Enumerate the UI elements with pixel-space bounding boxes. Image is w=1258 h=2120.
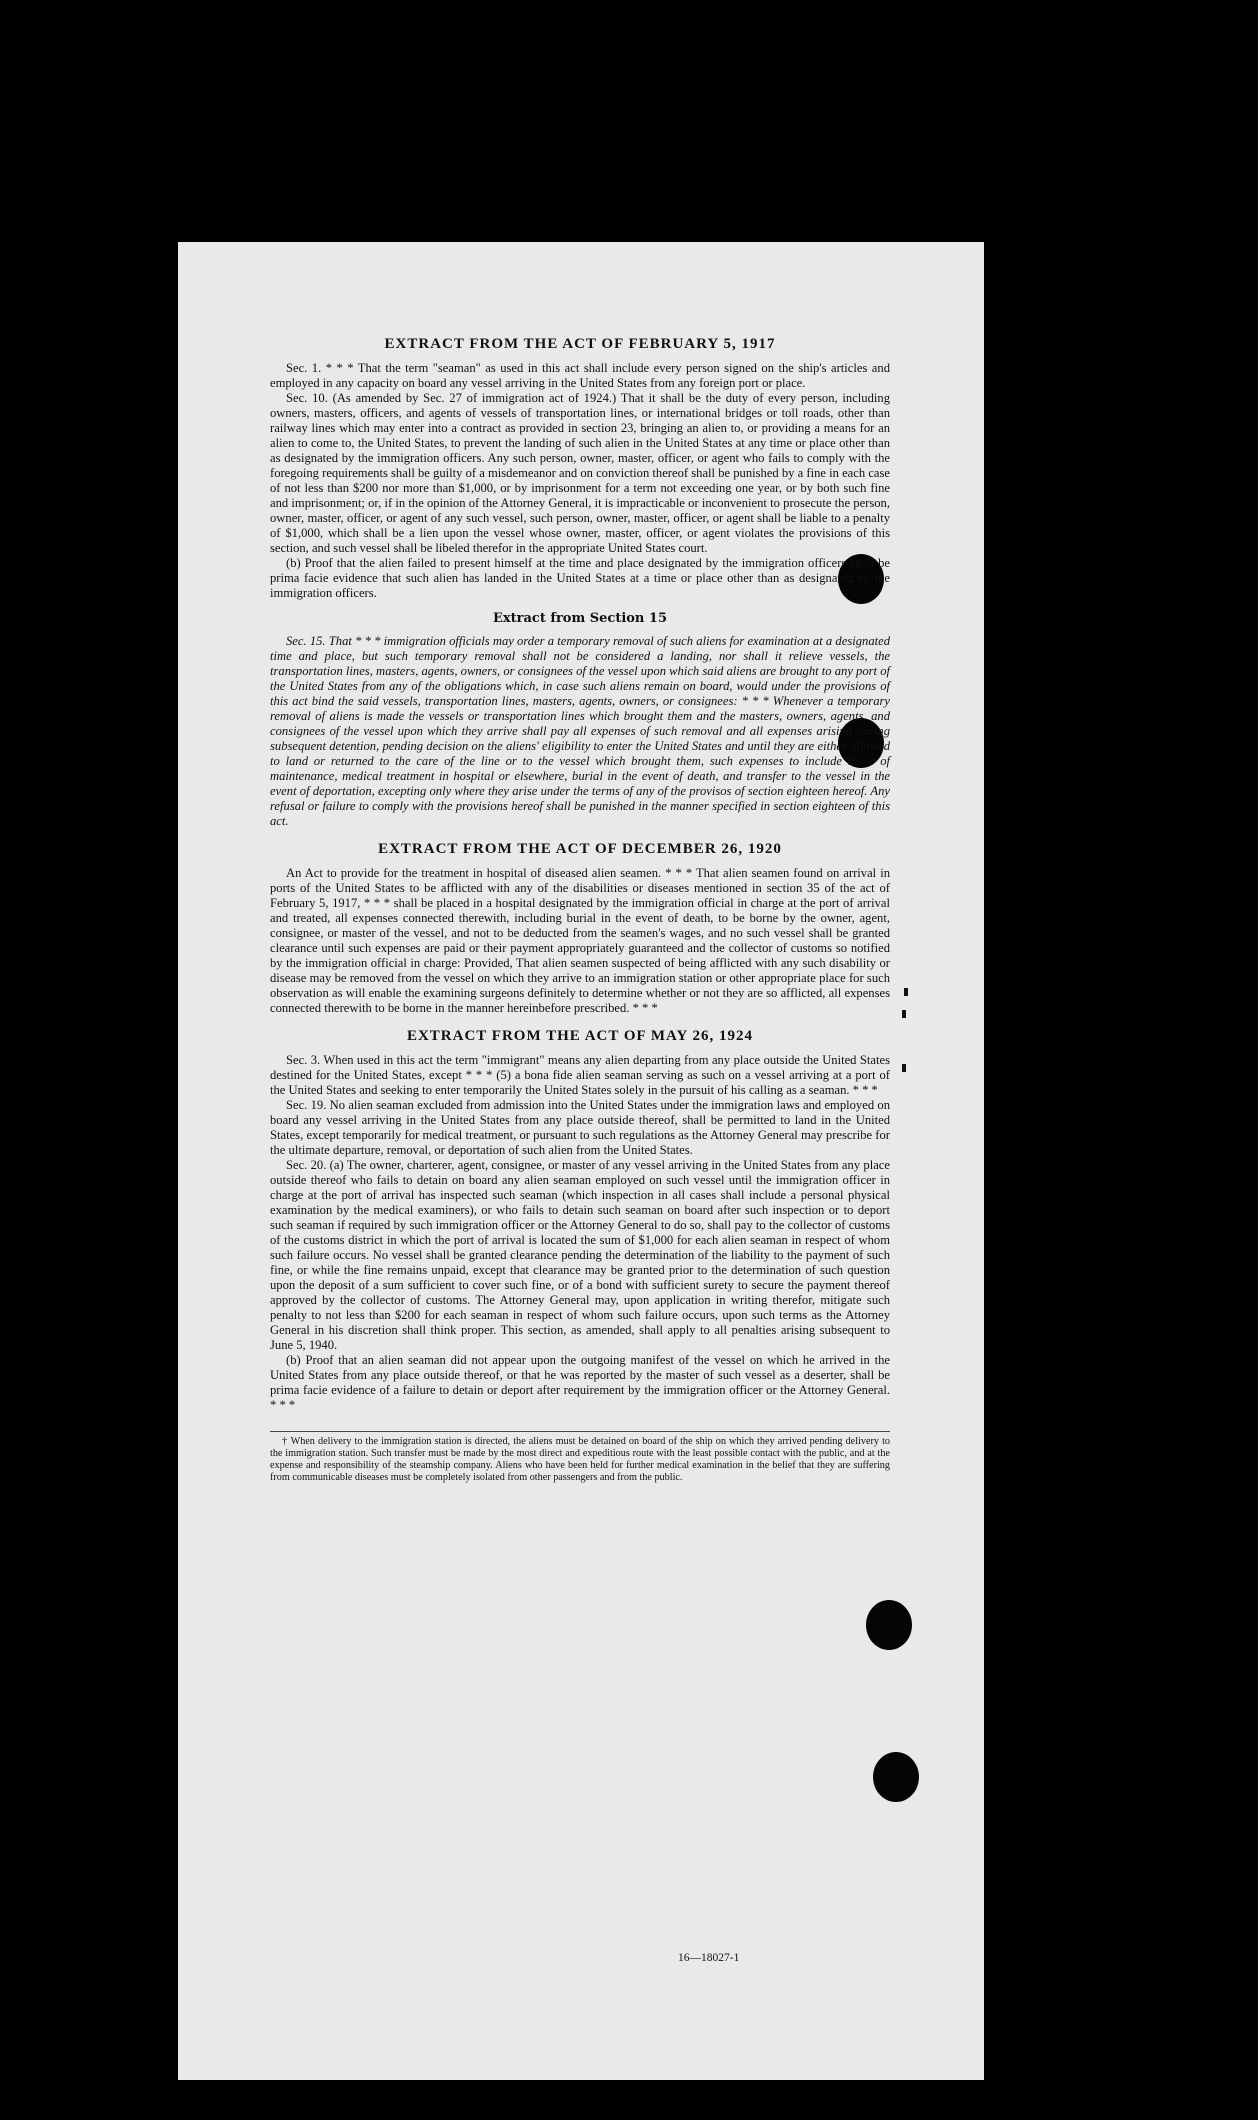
document-body: [270, 336, 890, 1484]
document-page: [178, 242, 984, 2080]
margin-mark: [904, 988, 908, 996]
sec10-paragraph: Sec. 10. (As amended by Sec. 27 of immigration act of 1924.) That it shall be the duty of every person, including owners, masters, officers, and agents of vessels of transportation lines, or international bridges or toll roads, other than railway lines which may enter into a contract as provided in section 23, bringing an alien to, or providing a means for an alien to come to, the United States, to prevent the landing of such alien in the United States at any time or place other than as designated by the immigration officers. Any such person, owner, master, officer, or agent who fails to comply with the foregoing requirements shall be guilty of a misdemeanor and on conviction thereof shall be punished by a fine in each case of not less than $200 nor more than $1,000, or by imprisonment for a term not exceeding one year, or by both such fine and imprisonment; or, if in the opinion of the Attorney General, it is impracticable or inconvenient to prosecute the person, owner, master, officer, or agent of any such vessel, such person, owner, master, officer, or agent shall be liable to a penalty of $1,000, which shall be a lien upon the vessel whose owner, master, officer, or agent violates the provisions of this section, and such vessel shall be libeled therefor in the appropriate United States court.: [270, 391, 890, 555]
form-number: 16—18027-1: [678, 1952, 740, 1964]
act-1920-paragraph: An Act to provide for the treatment in hospital of diseased alien seamen. * * * That alien seamen found on arrival in ports of the United States to be afflicted with any of the disabilities or diseases mentioned in section 35 of the act of February 5, 1917, * * * shall be placed in a hospital designated by the immigration official in charge at the port of arrival and treated, all expenses connected therewith, including burial in the event of death, to be borne by the owner, agent, consignee, or master of the vessel, and not to be deducted from the seamen's wages, and no such vessel shall be granted clearance until such expenses are paid or their payment appropriately guaranteed and the collector of customs so notified by the immigration official in charge: Provided, That alien seamen suspected of being afflicted with any such disability or disease may be removed from the vessel on which they arrive to an immigration station or other appropriate place for such observation as will enable the examining surgeons definitely to determine whether or not they are so afflicted, all expenses connected therewith to be borne in the manner hereinbefore prescribed. * * *: [270, 866, 890, 1015]
sec15-paragraph: Sec. 15. That * * * immigration officials may order a temporary removal of such aliens for examination at a designated time and place, but such temporary removal shall not be considered a landing, nor shall it relieve vessels, the transportation lines, masters, agents, owners, or consignees of the vessel upon which said aliens are brought to any port of the United States from any of the obligations which, in case such aliens remain on board, would under the provisions of this act bind the said vessels, transportation lines, masters, agents, owners, or consignees: * * * Whenever a temporary removal of aliens is made the vessels or transportation lines which brought them and the masters, owners, agents, and consignees of the vessel upon which they arrive shall pay all expenses of such removal and all expenses arising during subsequent detention, pending decision on the aliens' eligibility to enter the United States and until they are either allowed to land or returned to the care of the line or to the vessel which brought them, such expenses to include those of maintenance, medical treatment in hospital or elsewhere, burial in the event of death, and transfer to the vessel in the event of deportation, excepting only where they arise under the terms of any of the provisos of section eighteen hereof. Any refusal or failure to comply with the provisions hereof shall be punished in the manner specified in section eighteen of this act.: [270, 634, 890, 828]
heading-section-15: Extract from Section 15: [492, 611, 668, 626]
sec3-paragraph: Sec. 3. When used in this act the term "immigrant" means any alien departing from any place outside the United States destined for the United States, except * * * (5) a bona fide alien seaman serving as such on a vessel arriving at a port of the United States and seeking to enter temporarily the United States solely in the pursuit of his calling as a seaman. * * *: [270, 1053, 890, 1097]
sec19-paragraph: Sec. 19. No alien seaman excluded from admission into the United States under the immigration laws and employed on board any vessel arriving in the United States from any place outside thereof, shall be permitted to land in the United States, except temporarily for medical treatment, or pursuant to such regulations as the Attorney General may prescribe for the ultimate departure, removal, or deportation of such alien from the United States.: [270, 1098, 890, 1157]
punch-hole: [866, 1600, 912, 1650]
sec1-paragraph: Sec. 1. * * * That the term "seaman" as used in this act shall include every person signed on the ship's articles and employed in any capacity on board any vessel arriving in the United States from any foreign port or place.: [270, 361, 890, 390]
heading-act-1920: EXTRACT FROM THE ACT OF DECEMBER 26, 1920: [378, 841, 782, 857]
sec20a-paragraph: Sec. 20. (a) The owner, charterer, agent, consignee, or master of any vessel arriving in the United States from any place outside thereof who fails to detain on board any alien seaman employed on such vessel until the immigration officer in charge at the port of arrival has inspected such seaman (which inspection in all cases shall include a personal physical examination by the medical examiners), or who fails to detain such seaman on board after such inspection or to deport such seaman if required by such immigration officer or the Attorney General to do so, shall pay to the collector of customs of the customs district in which the port of arrival is located the sum of $1,000 for each alien seaman in respect of whom such failure occurs. No vessel shall be granted clearance pending the determination of the liability to the payment of such fine, or while the fine remains unpaid, except that clearance may be granted prior to the determination of such question upon the deposit of a sum sufficient to cover such fine, or of a bond with sufficient surety to secure the payment thereof approved by the collector of customs. The Attorney General may, upon application in writing therefor, mitigate such penalty to not less than $200 for each seaman in respect of whom such failure occurs, upon such terms as the Attorney General in his discretion shall think proper. This section, as amended, shall apply to all penalties arising subsequent to June 5, 1940.: [270, 1158, 890, 1352]
heading-act-1924: EXTRACT FROM THE ACT OF MAY 26, 1924: [406, 1028, 754, 1044]
margin-mark: [902, 1064, 906, 1072]
heading-act-1917: EXTRACT FROM THE ACT OF FEBRUARY 5, 1917: [384, 336, 776, 352]
margin-mark: [902, 1010, 906, 1018]
punch-hole: [873, 1752, 919, 1802]
footnote-text: † When delivery to the immigration station is directed, the aliens must be detained on board of the ship on which they arrived pending delivery to the immigration station. Such transfer must be made by the most direct and expeditious route with the least possible contact with the public, and at the expense and responsibility of the steamship company. Aliens who have been held for further medical examination in the belief that they are suffering from communicable diseases must be completely isolated from other passengers and from the public.: [270, 1436, 890, 1483]
sec20b-paragraph: (b) Proof that an alien seaman did not appear upon the outgoing manifest of the vessel on which he arrived in the United States from any place outside thereof, or that he was reported by the master of such vessel as a deserter, shall be prima facie evidence of a failure to detain or deport after requirement by the immigration officer or the Attorney General. * * *: [270, 1353, 890, 1412]
sec10b-paragraph: (b) Proof that the alien failed to present himself at the time and place designated by the immigration officers shall be prima facie evidence that such alien has landed in the United States at a time or place other than as designated by the immigration officers.: [270, 556, 890, 600]
footnote: [270, 1431, 890, 1484]
